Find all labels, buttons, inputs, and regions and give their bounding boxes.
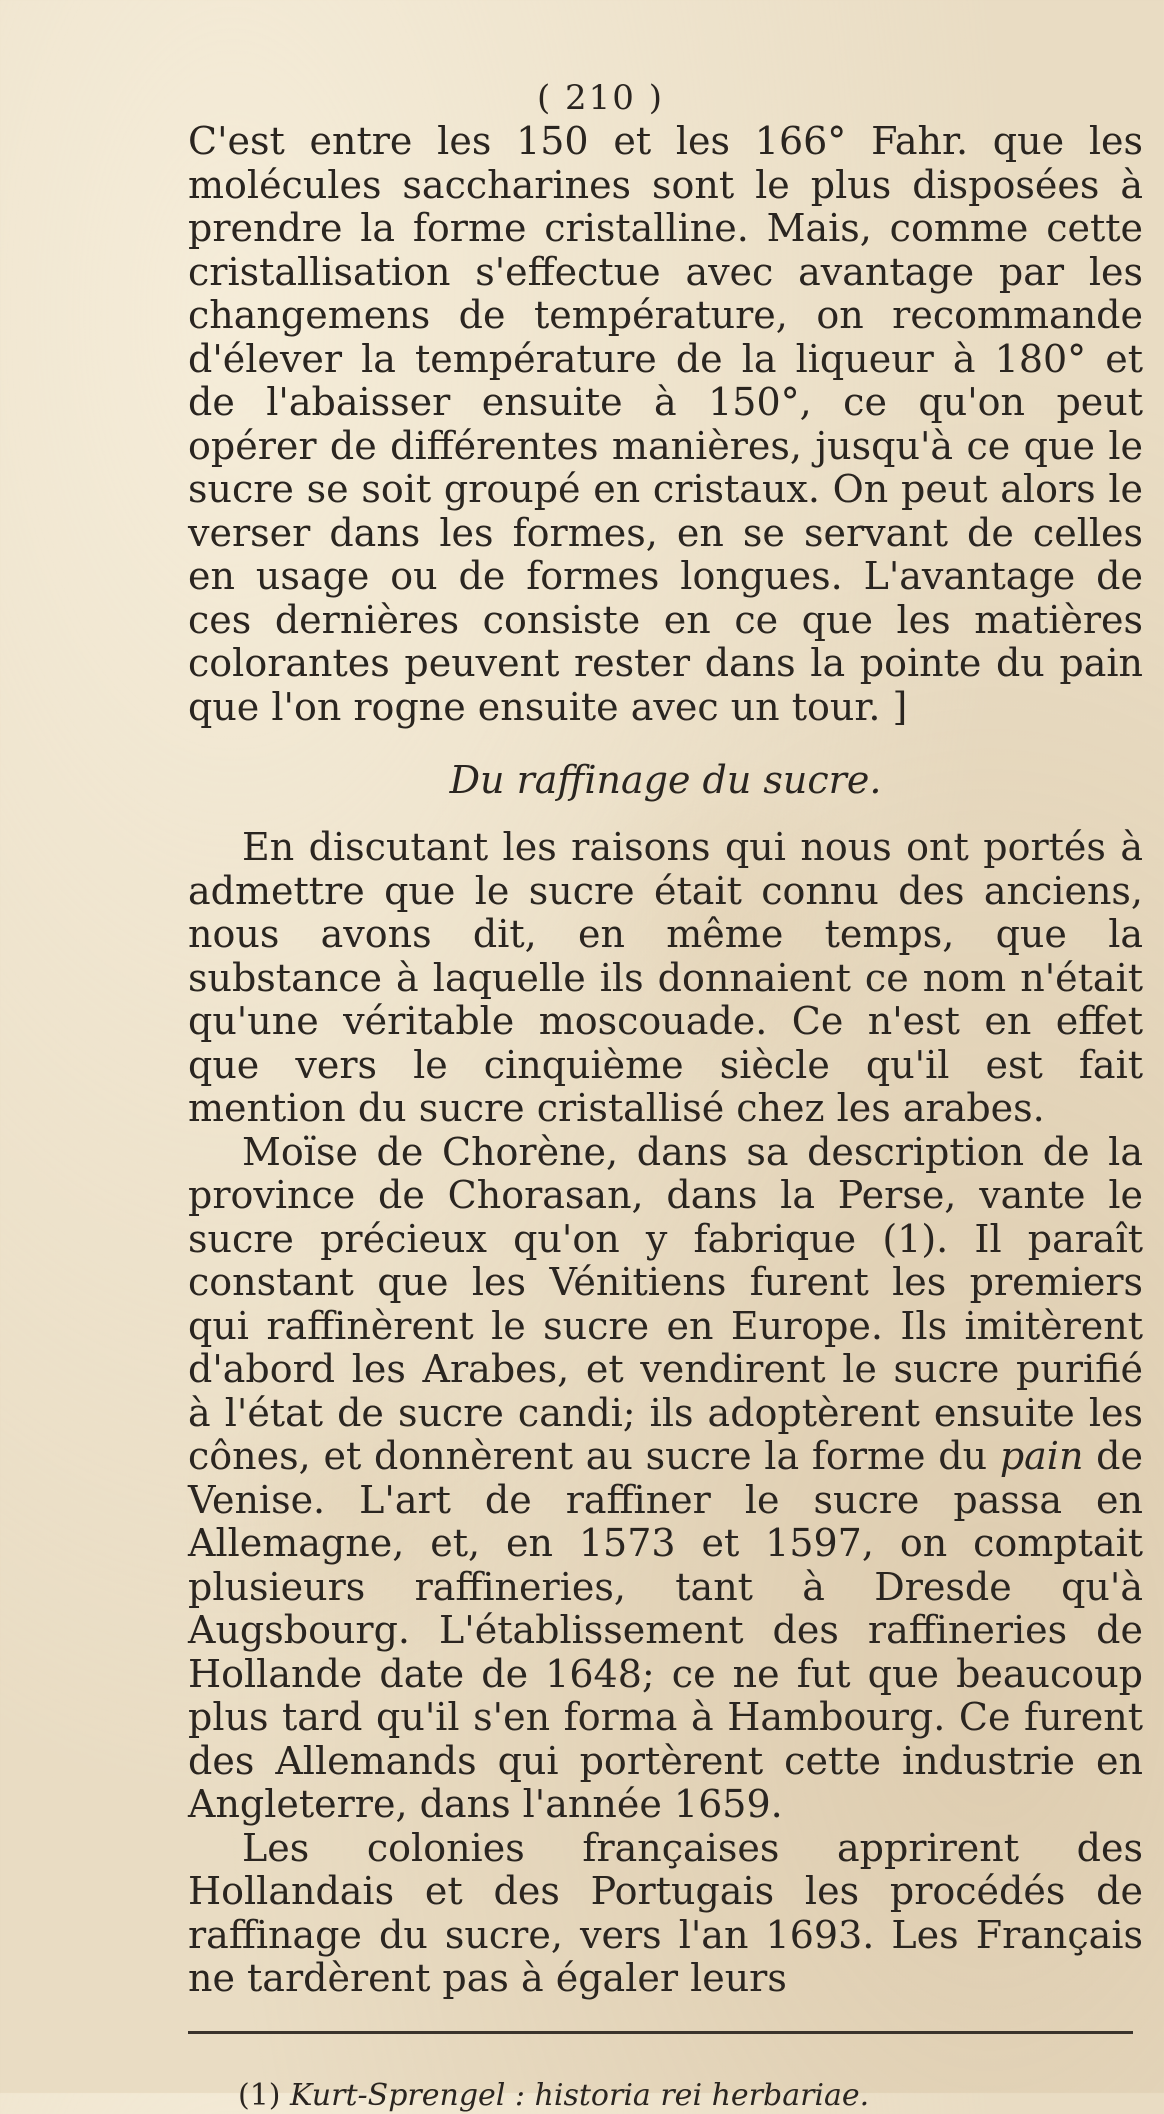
paragraph-continuation: C'est entre les 150 et les 166° Fahr. que les molécules saccharines sont le plus disposées à prendre la forme cristalline. Mais, comme cette cristallisation s'effectue avec avantage par les changemens de température, on recommande d'élever la température de la liqueur à 180° et de l'abaisser ensuite à 150°, ce qu'on peut opérer de différentes manières, jusqu'à ce que le sucre se soit groupé en cristaux. On peut alors le verser dans les formes, en se servant de celles en usage ou de formes longues. L'avantage de ces dernières consiste en ce que les matières colorantes peuvent rester dans la pointe du pain que l'on rogne ensuite avec un tour. ] <box>188 119 1143 729</box>
footnote-divider <box>188 2031 1133 2034</box>
footnote-citation: Kurt-Sprengel : historia rei herbariae. <box>290 2077 870 2113</box>
paragraph-2 <box>188 1131 1143 1827</box>
footnote <box>188 2078 1143 2114</box>
book-page <box>188 78 1143 2114</box>
paragraph-2-text-b: de Venise. L'art de raffiner le sucre passa en Allemagne, et, en 1573 et 1597, on comptait plusieurs raffineries, tant à Dresde qu'à Augsbourg. L'établissement des raffineries de Hollande date de 1648; ce ne fut que beaucoup plus tard qu'il s'en forma à Hambourg. Ce furent des Allemands qui portèrent cette industrie en Angleterre, dans l'année 1659. <box>188 1434 1143 1826</box>
section-heading: Du raffinage du sucre. <box>449 758 882 802</box>
paragraph-3: Les colonies françaises apprirent des Hollandais et des Portugais les procédés de raffinage du sucre, vers l'an 1693. Les Français ne tardèrent pas à égaler leurs <box>188 1825 1143 2000</box>
paragraph-2-text-a: Moïse de Chorène, dans sa description de la province de Chorasan, dans la Perse, vante le sucre précieux qu'on y fabrique (1). Il paraît constant que les Vénitiens furent les premiers qui raffinèrent le sucre en Europe. Ils imitèrent d'abord les Arabes, et vendirent le sucre purifié à l'état de sucre candi; ils adoptèrent ensuite les cônes, et donnèrent au sucre la forme du <box>188 1129 1143 1478</box>
paragraph-1: En discutant les raisons qui nous ont portés à admettre que le sucre était connu des anciens, nous avons dit, en même temps, que la substance à laquelle ils donnaient ce nom n'était qu'une véritable moscouade. Ce n'est en effet que vers le cinquième siècle qu'il est fait mention du sucre cristallisé chez les arabes. <box>188 825 1143 1130</box>
page-number: ( 210 ) <box>536 78 665 118</box>
footnote-ref: (1) <box>238 2077 281 2113</box>
paragraph-2-italic-word: pain <box>999 1434 1084 1478</box>
